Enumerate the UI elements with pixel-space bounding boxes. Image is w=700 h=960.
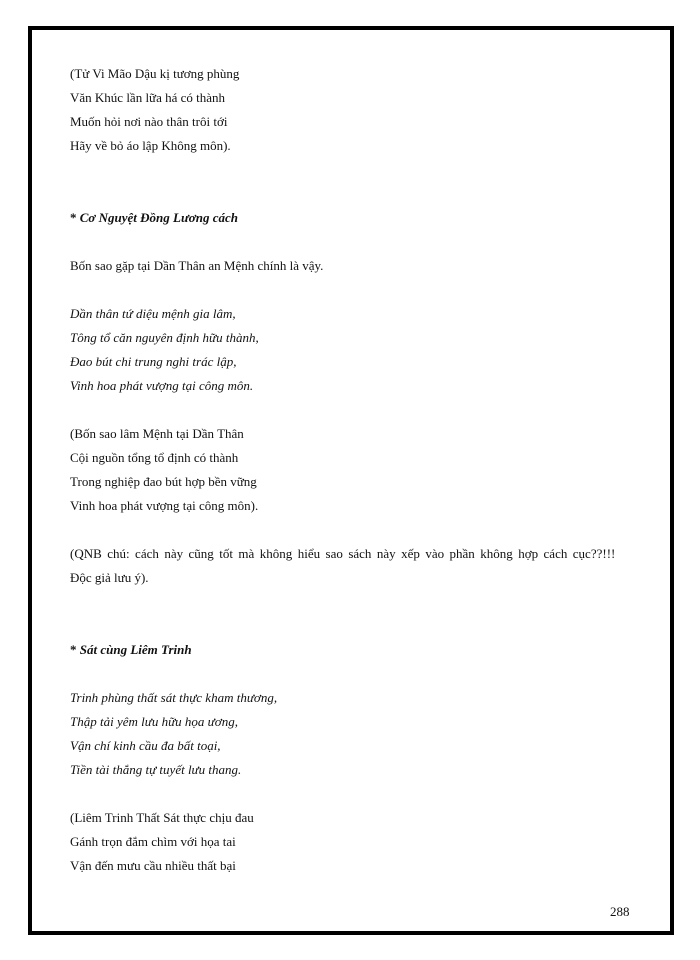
verse-line: Thập tải yêm lưu hữu họa ương, <box>70 714 238 729</box>
text-line: (Bốn sao lâm Mệnh tại Dần Thân <box>70 426 244 441</box>
verse-line: Đao bút chi trung nghi trác lập, <box>70 354 237 369</box>
heading-text: Cơ Nguyệt Đồng Lương cách <box>79 210 238 225</box>
paragraph: Bốn sao gặp tại Dần Thân an Mệnh chính là vậy. <box>70 258 324 273</box>
text-line: Văn Khúc lần lữa há có thành <box>70 90 226 105</box>
heading-bullet: * <box>70 210 77 225</box>
verse-line: Dần thân tứ diệu mệnh gia lâm, <box>70 306 236 321</box>
note-line: (QNB chú: cách này cũng tốt mà không hiểu sao sách này xếp vào phần không hợp cách cục??!!! <box>70 546 616 561</box>
text-line: Vận đến mưu cầu nhiều thất bại <box>70 858 236 873</box>
note-line: Độc giả lưu ý). <box>70 570 149 585</box>
verse-line: Trinh phùng thất sát thực kham thương, <box>70 690 278 705</box>
section-heading-co-nguyet-dong-luong <box>70 210 238 226</box>
text-line: (Liêm Trinh Thất Sát thực chịu đau <box>70 810 254 825</box>
verse-line: Vinh hoa phát vượng tại công môn. <box>70 378 254 393</box>
verse-line: Tiền tài thắng tự tuyết lưu thang. <box>70 762 242 777</box>
text-line: Cội nguồn tổng tổ định có thành <box>70 450 239 465</box>
text-line: (Tử Vi Mão Dậu kị tương phùng <box>70 66 240 81</box>
text-line: Vinh hoa phát vượng tại công môn). <box>70 498 259 513</box>
page-number: 288 <box>610 904 630 919</box>
heading-bullet: * <box>70 642 77 657</box>
heading-text: Sát cùng Liêm Trinh <box>79 642 192 657</box>
text-line: Gánh trọn đắm chìm với họa tai <box>70 834 236 849</box>
page-frame <box>28 26 674 935</box>
text-line: Hãy về bỏ áo lập Không môn). <box>70 138 231 153</box>
text-line: Trong nghiệp đao bút hợp bền vững <box>70 474 257 489</box>
text-line: Muốn hỏi nơi nào thân trôi tới <box>70 114 228 129</box>
section-heading-sat-cung-liem-trinh <box>70 642 192 658</box>
verse-line: Vận chí kinh cầu đa bất toại, <box>70 738 221 753</box>
verse-line: Tông tổ căn nguyên định hữu thành, <box>70 330 259 345</box>
